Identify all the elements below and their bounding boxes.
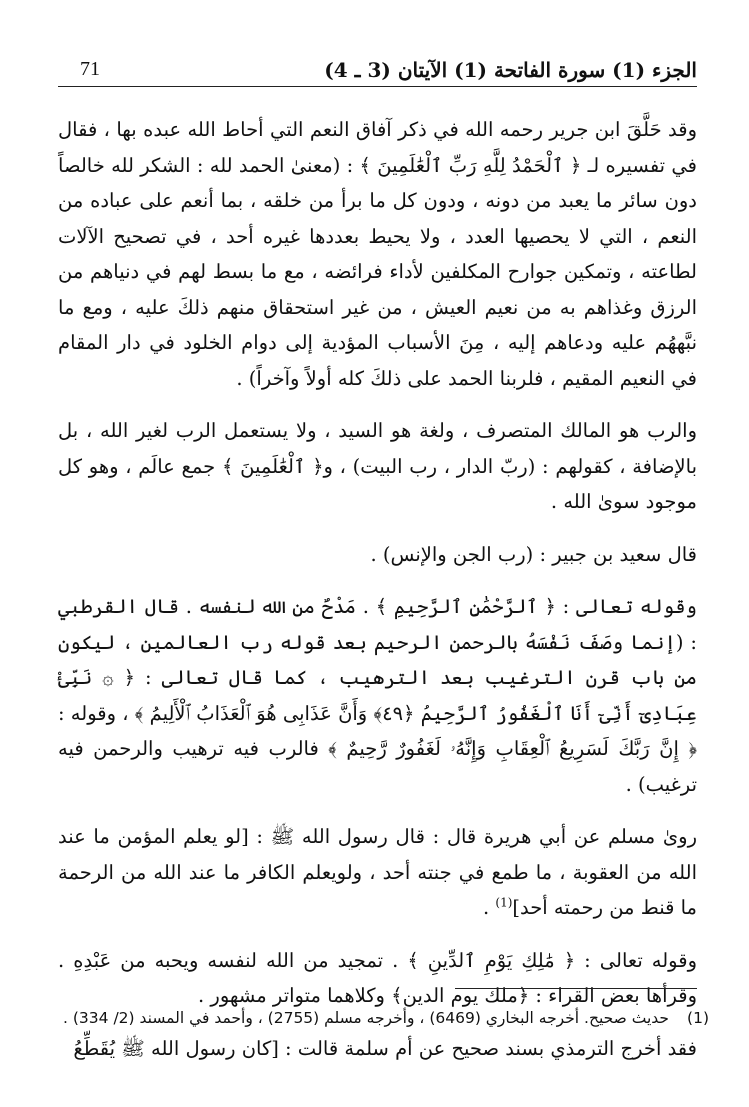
footnote-reference[interactable]: (1) xyxy=(495,895,513,910)
header-title: الجزء (1) سورة الفاتحة (1) الآيتان (3 ـ 4) xyxy=(324,58,697,82)
paragraph-muslim xyxy=(58,819,697,926)
paragraph-malik: وقوله تعالى : ﴿ مَٰلِكِ يَوْمِ ٱلدِّينِ ﴾ . تمجيد من الله لنفسه ويحبه من عَبْدِهِ . وقرأها بعض القراء : ﴿ملك يوم الدين﴾ وكلاهما متواتر مشهور . xyxy=(58,948,697,1007)
footnote-divider xyxy=(455,988,697,989)
paragraph-rahman: وقوله تعالى : ﴿ ٱلرَّحْمَٰنِ ٱلرَّحِيمِ ﴾ . مَدْحٌ من الله لنفسه . قال القرطبي : (إنما وصَفَ نَفْسَهُ بالرحمن الرحيم بعد قوله رب العالمين ، ليكون من باب قرن الترغيب بعد الترهيب ، كما قال تعالى : ﴿ ۞ نَبِّئْ عِبَادِىٓ أَنِّىٓ أَنَا ٱلْغَفُورُ ٱلرَّحِيمُ ﴿٤٩﴾ وَأَنَّ عَذَابِى هُوَ ٱلْعَذَابُ ٱلْأَلِيمُ ﴾ ، وقوله : ﴿ إِنَّ رَبَّكَ لَسَرِيعُ ٱلْعِقَابِ وَإِنَّهُۥ لَغَفُورٌ رَّحِيمٌ ﴾ فالرب فيه ترهيب والرحمن فيه ترغيب) . xyxy=(58,595,697,796)
paragraph-tirmidhi: فقد أخرج الترمذي بسند صحيح عن أم سلمة قالت : [كان رسول الله ﷺ يُقَطِّعُ xyxy=(73,1036,697,1060)
body-text xyxy=(58,112,697,1083)
paragraph-rabb: والرب هو المالك المتصرف ، ولغة هو السيد ، ولا يستعمل الرب لغير الله ، بل بالإضافة ، كقولهم : (ربّ الدار ، رب البيت) ، و﴿ ٱلْعَٰلَمِينَ ﴾ جمع عالَم ، وهو كل موجود سوىٰ الله . xyxy=(58,419,697,513)
paragraph-muslim-text: روىٰ مسلم عن أبي هريرة قال : قال رسول الله ﷺ : [لو يعلم المؤمن ما عند الله من العقوبة ، ما طمع في جنته أحد ، ولويعلم الكافر ما عند الله من الرحمة ما قنط من رحمته أحد] xyxy=(58,825,697,919)
footnote-number: (1) xyxy=(687,1009,709,1027)
footnote-text: حديث صحيح. أخرجه البخاري (6469) ، وأخرجه مسلم (2755) ، وأحمد في المسند (2/ 334) . xyxy=(63,1009,669,1027)
paragraph-saeed: قال سعيد بن جبير : (رب الجن والإنس) . xyxy=(370,542,697,566)
paragraph-tabari: وقد حَلَّقَ ابن جرير رحمه الله في ذكر آفاق النعم التي أحاط الله عبده بها ، فقال في تفسيره لـ ﴿ ٱلْحَمْدُ لِلَّهِ رَبِّ ٱلْعَٰلَمِينَ ﴾ : (معنىٰ الحمد لله : الشكر لله خالصاً دون سائر ما يعبد من دونه ، ودون كل ما برأ من خلقه ، بما أنعم على عباده من النعم ، التي لا يحصيها العدد ، ولا يحيط بعددها غيره أحد ، في تصحيح الآلات لطاعته ، وتمكين جوارح المكلفين لأداء فرائضه ، مع ما بسط لهم في دنياهم من الرزق وغذاهم به من نعيم العيش ، من غير استحقاق منهم ذلكَ عليه ، ومع ما نبَّههُم عليه ودعاهم إليه ، مِنَ الأسباب المؤدية إلى دوام الخلود في دار المقام في النعيم المقيم ، فلربنا الحمد على ذلكَ كله أولاً وآخراً) . xyxy=(58,118,697,390)
footnote xyxy=(58,1005,709,1032)
paragraph-muslim-end: . xyxy=(482,896,496,919)
page-number: 71 xyxy=(80,58,100,80)
running-header xyxy=(58,52,697,87)
